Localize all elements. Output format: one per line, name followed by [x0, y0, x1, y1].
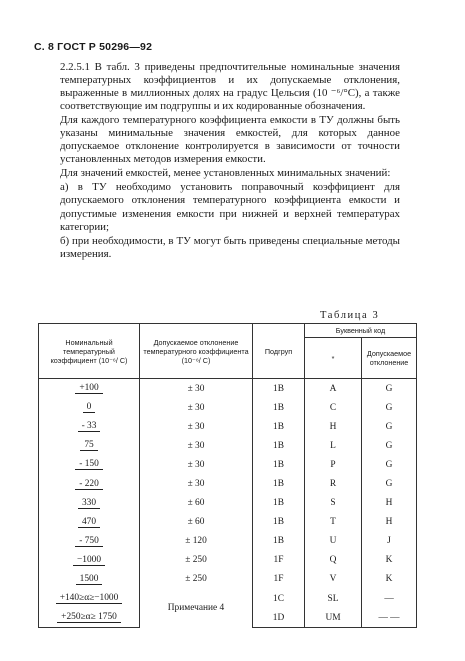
cell-code: C [305, 398, 362, 417]
body-text [60, 61, 400, 261]
cell-tolerance: ± 60 [140, 513, 253, 532]
cell-subgroup: 1B [253, 474, 305, 493]
table-row [39, 474, 417, 493]
cell-code-tolerance: G [362, 379, 417, 399]
header-nominal-coefficient: Номинальный температурный коэффициент (10⁻⁶/ С) [39, 324, 140, 379]
cell-coefficient: 1500 [39, 570, 140, 589]
cell-code-tolerance: H [362, 494, 417, 513]
cell-subgroup: 1B [253, 436, 305, 455]
paragraph-item-a: а) в ТУ необходимо установить поправочный коэффициент для допускаемого отклонения температурного коэффициента емкости и допустимые изменения емкости при нижней и верхней температурах категории; [60, 181, 400, 233]
cell-subgroup: 1F [253, 551, 305, 570]
cell-tolerance: ± 30 [140, 379, 253, 399]
table-row [39, 455, 417, 474]
cell-code: A [305, 379, 362, 399]
cell-code: UM [305, 608, 362, 628]
cell-code-tolerance: G [362, 417, 417, 436]
cell-code: T [305, 513, 362, 532]
paragraph-min-capacitance: Для каждого температурного коэффициента емкости в ТУ должны быть указаны минимальные значения емкостей, для которых данное допускаемое отклонение контролируется в зависимости от точности установленных методов измерения емкости. [60, 114, 400, 166]
cell-code-tolerance: G [362, 398, 417, 417]
cell-subgroup: 1B [253, 513, 305, 532]
paragraph-2-2-5-1: 2.2.5.1 В табл. 3 приведены предпочтительные номинальные значения температурных коэффициентов и их допускаемые отклонения, выраженные в миллионных долях на градус Цельсия (10 ⁻⁶/°С), а также соответствующие им подгруппы и их кодированные обозначения. [60, 61, 400, 113]
cell-code-tolerance: J [362, 532, 417, 551]
cell-tolerance: ± 120 [140, 532, 253, 551]
table-row [39, 398, 417, 417]
cell-subgroup: 1B [253, 398, 305, 417]
cell-code: H [305, 417, 362, 436]
table-row [39, 494, 417, 513]
cell-coefficient: 75 [39, 436, 140, 455]
cell-code-tolerance: — [362, 589, 417, 608]
cell-coefficient: +100 [39, 379, 140, 399]
header-code-star: * [305, 338, 362, 379]
cell-subgroup: 1C [253, 589, 305, 608]
table-row [39, 532, 417, 551]
table-row [39, 551, 417, 570]
cell-code: R [305, 474, 362, 493]
cell-code-tolerance: H [362, 513, 417, 532]
cell-subgroup: 1F [253, 570, 305, 589]
cell-code-tolerance: G [362, 474, 417, 493]
cell-subgroup: 1B [253, 455, 305, 474]
cell-tolerance: ± 30 [140, 417, 253, 436]
cell-coefficient: +140≥α≥−1000 [39, 589, 140, 608]
cell-tolerance: ± 250 [140, 570, 253, 589]
cell-tolerance: ± 30 [140, 398, 253, 417]
cell-tolerance: ± 250 [140, 551, 253, 570]
cell-coefficient: - 33 [39, 417, 140, 436]
cell-coefficient: +250≥α≥ 1750 [39, 608, 140, 628]
cell-code-tolerance: K [362, 570, 417, 589]
table-row [39, 570, 417, 589]
cell-subgroup: 1B [253, 379, 305, 399]
cell-subgroup: 1B [253, 417, 305, 436]
cell-code-tolerance: — — [362, 608, 417, 628]
cell-tolerance: ± 30 [140, 455, 253, 474]
table-row [39, 417, 417, 436]
cell-code-tolerance: K [362, 551, 417, 570]
paragraph-below-min: Для значений емкостей, менее установленных минимальных значений: [60, 167, 391, 180]
cell-code: L [305, 436, 362, 455]
table-caption: Таблица 3 [320, 310, 380, 321]
cell-subgroup: 1B [253, 532, 305, 551]
cell-coefficient: 330 [39, 494, 140, 513]
header-tolerance: Допускаемое отклонение температурного коэффициента (10⁻⁶/ С) [140, 324, 253, 379]
cell-code: SL [305, 589, 362, 608]
cell-coefficient: - 750 [39, 532, 140, 551]
cell-code: S [305, 494, 362, 513]
table-row [39, 589, 417, 608]
page-header: С. 8 ГОСТ Р 50296—92 [34, 41, 153, 53]
cell-code-tolerance: G [362, 436, 417, 455]
cell-code: P [305, 455, 362, 474]
header-code-tolerance: Допускаемое отклонение [362, 338, 417, 379]
cell-coefficient: 0 [39, 398, 140, 417]
table-row [39, 379, 417, 399]
cell-code: V [305, 570, 362, 589]
cell-coefficient: 470 [39, 513, 140, 532]
cell-tolerance: ± 30 [140, 474, 253, 493]
cell-tolerance: ± 60 [140, 494, 253, 513]
cell-code: Q [305, 551, 362, 570]
cell-code: U [305, 532, 362, 551]
cell-coefficient: −1000 [39, 551, 140, 570]
header-letter-code: Буквенный код [305, 324, 417, 338]
cell-code-tolerance: G [362, 455, 417, 474]
cell-subgroup: 1B [253, 494, 305, 513]
table-row [39, 436, 417, 455]
cell-coefficient: - 220 [39, 474, 140, 493]
header-subgroup: Подгруп [253, 324, 305, 379]
table-row [39, 513, 417, 532]
cell-coefficient: - 150 [39, 455, 140, 474]
cell-note: Примечание 4 [140, 589, 253, 628]
table-3 [38, 323, 417, 628]
cell-subgroup: 1D [253, 608, 305, 628]
paragraph-item-b: б) при необходимости, в ТУ могут быть приведены специальные методы измерения. [60, 234, 400, 260]
cell-tolerance: ± 30 [140, 436, 253, 455]
